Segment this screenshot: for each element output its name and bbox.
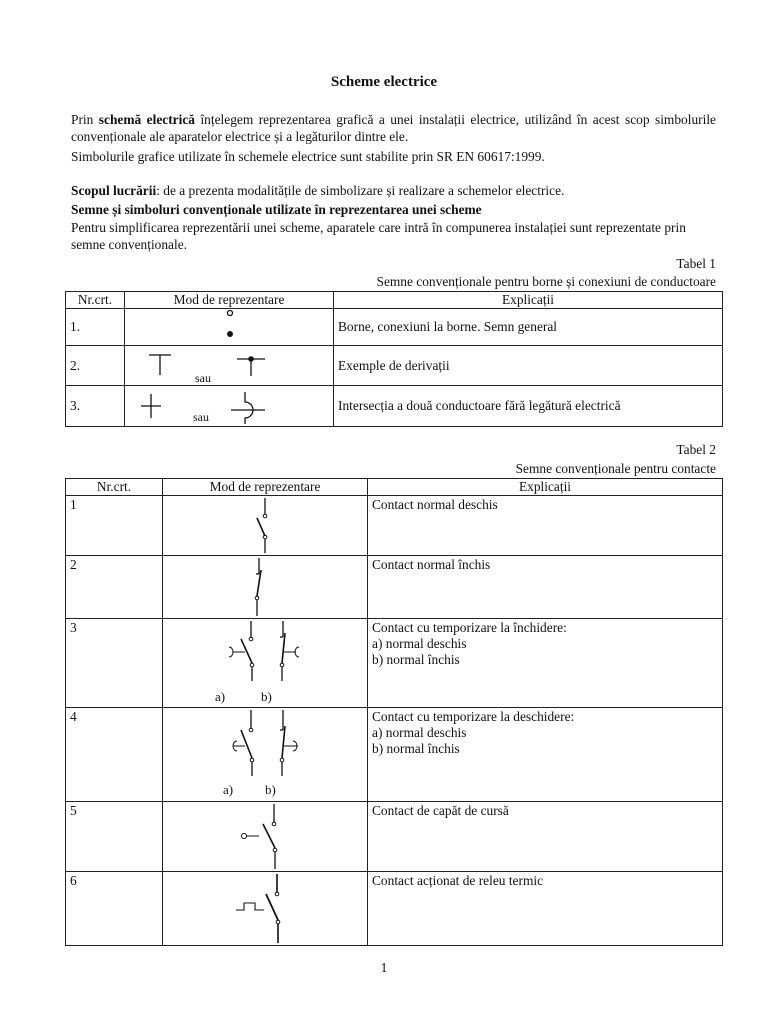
table2-row6-symbol	[163, 872, 368, 946]
delayed-opening-contacts-icon	[163, 708, 367, 801]
scope-text: : de a prezenta modalitățile de simbolizare și realizare a schemelor electrice.	[156, 183, 565, 198]
table1-header-nr: Nr.crt.	[66, 292, 125, 309]
table2-row3-nr: 3	[66, 619, 163, 708]
table2-row2-text: Contact normal închis	[368, 556, 723, 619]
table2-row3-text	[368, 619, 723, 708]
table2-row3-symbol	[163, 619, 368, 708]
table2-label: Tabel 2	[676, 442, 716, 457]
table2-row1-text: Contact normal deschis	[368, 496, 723, 556]
table2-row2-nr: 2	[66, 556, 163, 619]
table-row	[66, 708, 723, 802]
table1-row1-symbol	[125, 309, 334, 346]
delayed-closing-contacts-icon	[163, 619, 367, 707]
table2-row4-label-a: a)	[223, 782, 234, 797]
table1	[65, 291, 723, 427]
table2-row3-label-b: b)	[261, 689, 272, 704]
intro-text-a: Prin	[71, 112, 99, 127]
page-number: 1	[380, 960, 388, 975]
table2-row6-text: Contact acționat de releu termic	[368, 872, 723, 946]
table2-row1-symbol	[163, 496, 368, 556]
table2-row6-nr: 6	[66, 872, 163, 946]
table2-row3-line2: a) normal deschis	[372, 636, 467, 651]
section-paragraph: Pentru simplificarea reprezentării unei scheme, aparatele care intră în compunerea instalației sunt reprezentate prin semne convenționale.	[71, 220, 686, 252]
intro-paragraph	[71, 112, 716, 145]
table2-header-explicatii: Explicații	[368, 479, 723, 496]
table2-row4-line1: Contact cu temporizare la deschidere:	[372, 709, 575, 724]
terminal-symbols-icon	[125, 309, 333, 345]
scope-label: Scopul lucrării	[71, 183, 157, 198]
contact-normally-open-icon	[163, 496, 367, 555]
intro-bold-term: schemă electrică	[98, 112, 195, 127]
table1-header-explicatii: Explicații	[334, 292, 723, 309]
table2-row3-line3: b) normal închis	[372, 652, 460, 667]
table2-row4-text	[368, 708, 723, 802]
table-row	[66, 556, 723, 619]
table-row	[66, 802, 723, 872]
table2-row1-nr: 1	[66, 496, 163, 556]
table2-row3-line1: Contact cu temporizare la închidere:	[372, 620, 567, 635]
table2-row4-nr: 4	[66, 708, 163, 802]
scope-paragraph	[71, 183, 716, 200]
table-row	[66, 619, 723, 708]
table2-row5-text: Contact de capăt de cursă	[368, 802, 723, 872]
table1-header-row	[66, 292, 723, 309]
table2-caption: Semne convenționale pentru contacte	[515, 461, 716, 476]
table2-row4-symbol	[163, 708, 368, 802]
table1-row2-symbol	[125, 346, 334, 386]
table1-row2-nr: 2.	[66, 346, 125, 386]
table-row	[66, 309, 723, 346]
section-heading: Semne și simboluri convenționale utilizate în reprezentarea unei scheme	[71, 202, 482, 217]
limit-switch-contact-icon	[163, 802, 367, 871]
intro-text-b: înțelegem reprezentarea grafică a unei instalații electrice, utilizând în acest scop simbolurile convenționale ale aparatelor electrice și a legăturilor dintre ele.	[71, 112, 717, 144]
table1-row3-nr: 3.	[66, 386, 125, 427]
table2-row4-line3: b) normal închis	[372, 741, 460, 756]
standard-paragraph: Simbolurile grafice utilizate în schemele electrice sunt stabilite prin SR EN 60617:1999.	[71, 149, 545, 164]
page-title: Scheme electrice	[330, 74, 438, 90]
table-row	[66, 872, 723, 946]
table1-row3-symbol	[125, 386, 334, 427]
crossing-symbols-icon	[125, 386, 333, 426]
table2-header-nr: Nr.crt.	[66, 479, 163, 496]
table1-row1-nr: 1.	[66, 309, 125, 346]
table2-header-mod: Mod de reprezentare	[163, 479, 368, 496]
table2-row5-symbol	[163, 802, 368, 872]
table1-row3-sau: sau	[193, 410, 209, 424]
table1-row2-text: Exemple de derivații	[334, 346, 723, 386]
contact-normally-closed-icon	[163, 556, 367, 618]
table1-row2-sau: sau	[195, 371, 211, 385]
table2	[65, 478, 723, 946]
table2-header-row	[66, 479, 723, 496]
table1-header-mod: Mod de reprezentare	[125, 292, 334, 309]
table-row	[66, 386, 723, 427]
table-row	[66, 346, 723, 386]
table2-row4-label-b: b)	[265, 782, 276, 797]
table1-row1-text: Borne, conexiuni la borne. Semn general	[334, 309, 723, 346]
table1-caption: Semne convenționale pentru borne și conexiuni de conductoare	[376, 274, 716, 289]
table1-label: Tabel 1	[676, 256, 716, 271]
derivation-symbols-icon	[125, 346, 333, 385]
table2-row3-label-a: a)	[215, 689, 226, 704]
table2-row4-line2: a) normal deschis	[372, 725, 467, 740]
thermal-relay-contact-icon	[163, 872, 367, 945]
table-row	[66, 496, 723, 556]
table1-row3-text: Intersecția a două conductoare fără legătură electrică	[334, 386, 723, 427]
table2-row5-nr: 5	[66, 802, 163, 872]
table2-row2-symbol	[163, 556, 368, 619]
